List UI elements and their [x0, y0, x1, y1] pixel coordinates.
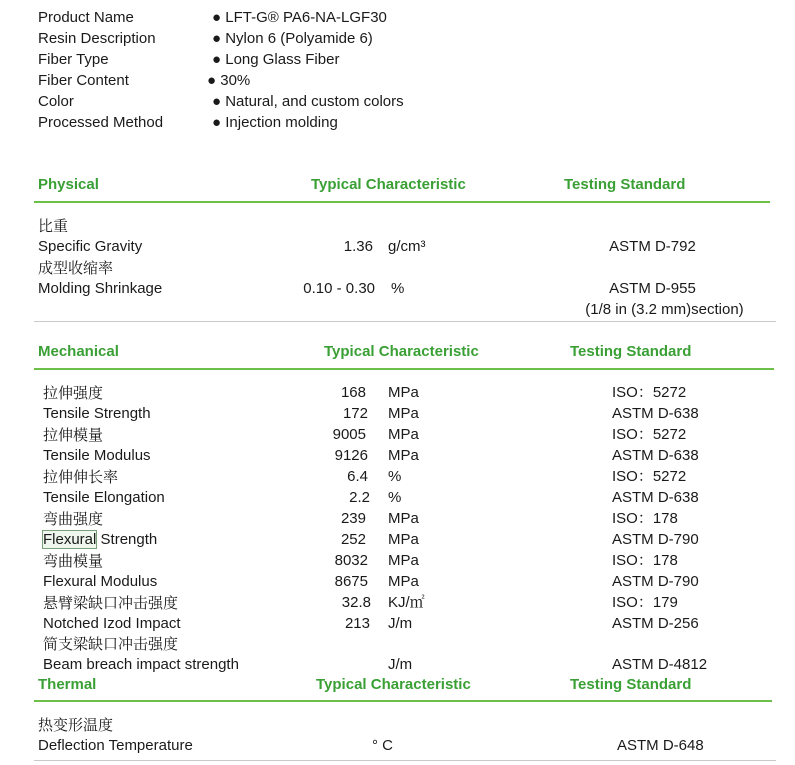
- thermal-divider: [34, 700, 772, 702]
- physical-heading: Physical: [38, 176, 99, 193]
- physical-bottom-divider: [34, 321, 776, 322]
- info-label-fiber-content: Fiber Content: [38, 72, 129, 89]
- mech-row-value: 172: [342, 405, 368, 422]
- mechanical-typical-heading: Typical Characteristic: [324, 343, 479, 360]
- deflection-temperature-standard: ASTM D-648: [617, 737, 704, 754]
- info-value-fiber-type: ● Long Glass Fiber: [212, 51, 340, 68]
- info-label-color: Color: [38, 93, 74, 110]
- mech-row-standard: ASTM D-790: [612, 573, 699, 590]
- deflection-temperature-cn-label: 热变形温度: [38, 716, 114, 734]
- flexural-strength-rest: Strength: [96, 531, 158, 548]
- mech-row-label: 拉伸模量: [43, 426, 104, 444]
- info-value-fiber-content: ● 30%: [207, 72, 251, 89]
- mech-row-standard: ASTM D-4812: [612, 656, 708, 673]
- info-value-processed-method: ● Injection molding: [212, 114, 338, 131]
- mech-row-standard: ASTM D-790: [612, 531, 699, 548]
- thermal-standard-heading: Testing Standard: [570, 676, 692, 693]
- info-label-processed-method: Processed Method: [38, 114, 164, 131]
- mech-row-unit: MPa: [388, 552, 419, 569]
- thermal-heading: Thermal: [38, 676, 97, 693]
- deflection-temperature-label: Deflection Temperature: [38, 737, 193, 754]
- mech-row-value: 8675: [334, 573, 368, 590]
- mech-row-value: 2.2: [349, 489, 370, 506]
- mech-row-value: 32.8: [341, 594, 371, 611]
- mech-row-label: 弯曲强度: [43, 510, 104, 528]
- molding-shrinkage-value: 0.10 - 0.30: [303, 280, 375, 297]
- mech-row-value: 9005: [332, 426, 366, 443]
- molding-shrinkage-label: Molding Shrinkage: [38, 280, 163, 297]
- mech-row-label: Tensile Strength: [43, 405, 151, 422]
- mech-row-unit: J/m: [388, 615, 413, 632]
- mech-row-unit: MPa: [388, 573, 419, 590]
- specific-gravity-standard: ASTM D-792: [609, 238, 696, 255]
- mech-row-label: Notched Izod Impact: [43, 615, 181, 632]
- mech-row-label: Beam breach impact strength: [43, 656, 239, 673]
- info-label-product-name: Product Name: [38, 9, 134, 26]
- mech-row-value: 213: [344, 615, 370, 632]
- mech-row-value: 252: [340, 531, 366, 548]
- mech-row-standard: ISO：5272: [612, 468, 687, 485]
- mech-row-value: 6.4: [347, 468, 368, 485]
- specific-gravity-unit: g/cm³: [388, 238, 426, 255]
- deflection-temperature-unit: ° C: [372, 737, 393, 754]
- mech-row-value: 8032: [334, 552, 368, 569]
- mechanical-divider: [34, 368, 774, 370]
- mech-row-unit: MPa: [388, 447, 419, 464]
- molding-shrinkage-note: (1/8 in (3.2 mm)section): [585, 301, 744, 318]
- info-label-fiber-type: Fiber Type: [38, 51, 109, 68]
- mech-row-label: 弯曲模量: [43, 552, 104, 570]
- mech-row-unit: MPa: [388, 384, 419, 401]
- specific-gravity-cn-label: 比重: [38, 217, 69, 235]
- mech-row-unit: MPa: [388, 510, 419, 527]
- info-label-resin-description: Resin Description: [38, 30, 156, 47]
- info-value-product-name: ● LFT-G® PA6-NA-LGF30: [212, 9, 387, 26]
- mech-row-standard: ISO：178: [612, 552, 678, 569]
- mech-row-standard: ASTM D-256: [612, 615, 699, 632]
- mech-row-standard: ISO：178: [612, 510, 678, 527]
- info-value-resin-description: ● Nylon 6 (Polyamide 6): [212, 30, 373, 47]
- mech-row-label: 拉伸强度: [43, 384, 104, 402]
- mech-row-standard: ISO：5272: [612, 426, 687, 443]
- mech-row-standard: ASTM D-638: [612, 447, 699, 464]
- molding-shrinkage-cn-label: 成型收缩率: [38, 259, 114, 277]
- specific-gravity-label: Specific Gravity: [38, 238, 143, 255]
- mech-row-unit: J/m: [388, 656, 413, 673]
- mech-row-label: 拉伸伸长率: [43, 468, 119, 486]
- mech-row-unit: %: [388, 468, 402, 485]
- thermal-typical-heading: Typical Characteristic: [316, 676, 471, 693]
- mech-row-standard: ISO：5272: [612, 384, 687, 401]
- thermal-bottom-divider: [34, 760, 776, 761]
- mech-row-label: 悬臂梁缺口冲击强度: [43, 594, 179, 612]
- mech-row-unit: %: [388, 489, 402, 506]
- mech-row-unit: MPa: [388, 426, 419, 443]
- mech-row-unit: KJ/㎡: [388, 594, 425, 611]
- mech-row-unit: MPa: [388, 531, 419, 548]
- molding-shrinkage-standard: ASTM D-955: [609, 280, 696, 297]
- mech-row-value: 9126: [334, 447, 368, 464]
- mechanical-standard-heading: Testing Standard: [570, 343, 692, 360]
- molding-shrinkage-unit: %: [391, 280, 405, 297]
- mech-row-value: 239: [340, 510, 366, 527]
- mech-row-label: Flexural Modulus: [43, 573, 158, 590]
- mech-row-standard: ASTM D-638: [612, 405, 699, 422]
- mechanical-heading: Mechanical: [38, 343, 119, 360]
- mech-row-value: 168: [340, 384, 366, 401]
- mech-row-label: 简支梁缺口冲击强度: [43, 635, 179, 653]
- mech-row-unit: MPa: [388, 405, 419, 422]
- mech-row-standard: ISO：179: [612, 594, 678, 611]
- specific-gravity-value: 1.36: [343, 238, 373, 255]
- physical-standard-heading: Testing Standard: [564, 176, 686, 193]
- mech-row-standard: ASTM D-638: [612, 489, 699, 506]
- flexural-strength-label: [43, 531, 157, 549]
- physical-divider: [34, 201, 770, 203]
- info-value-color: ● Natural, and custom colors: [212, 93, 404, 110]
- mech-row-label: Tensile Elongation: [43, 489, 165, 506]
- mech-row-label: Tensile Modulus: [43, 447, 151, 464]
- flexural-highlighted-word[interactable]: Flexural: [43, 531, 97, 548]
- physical-typical-heading: Typical Characteristic: [311, 176, 466, 193]
